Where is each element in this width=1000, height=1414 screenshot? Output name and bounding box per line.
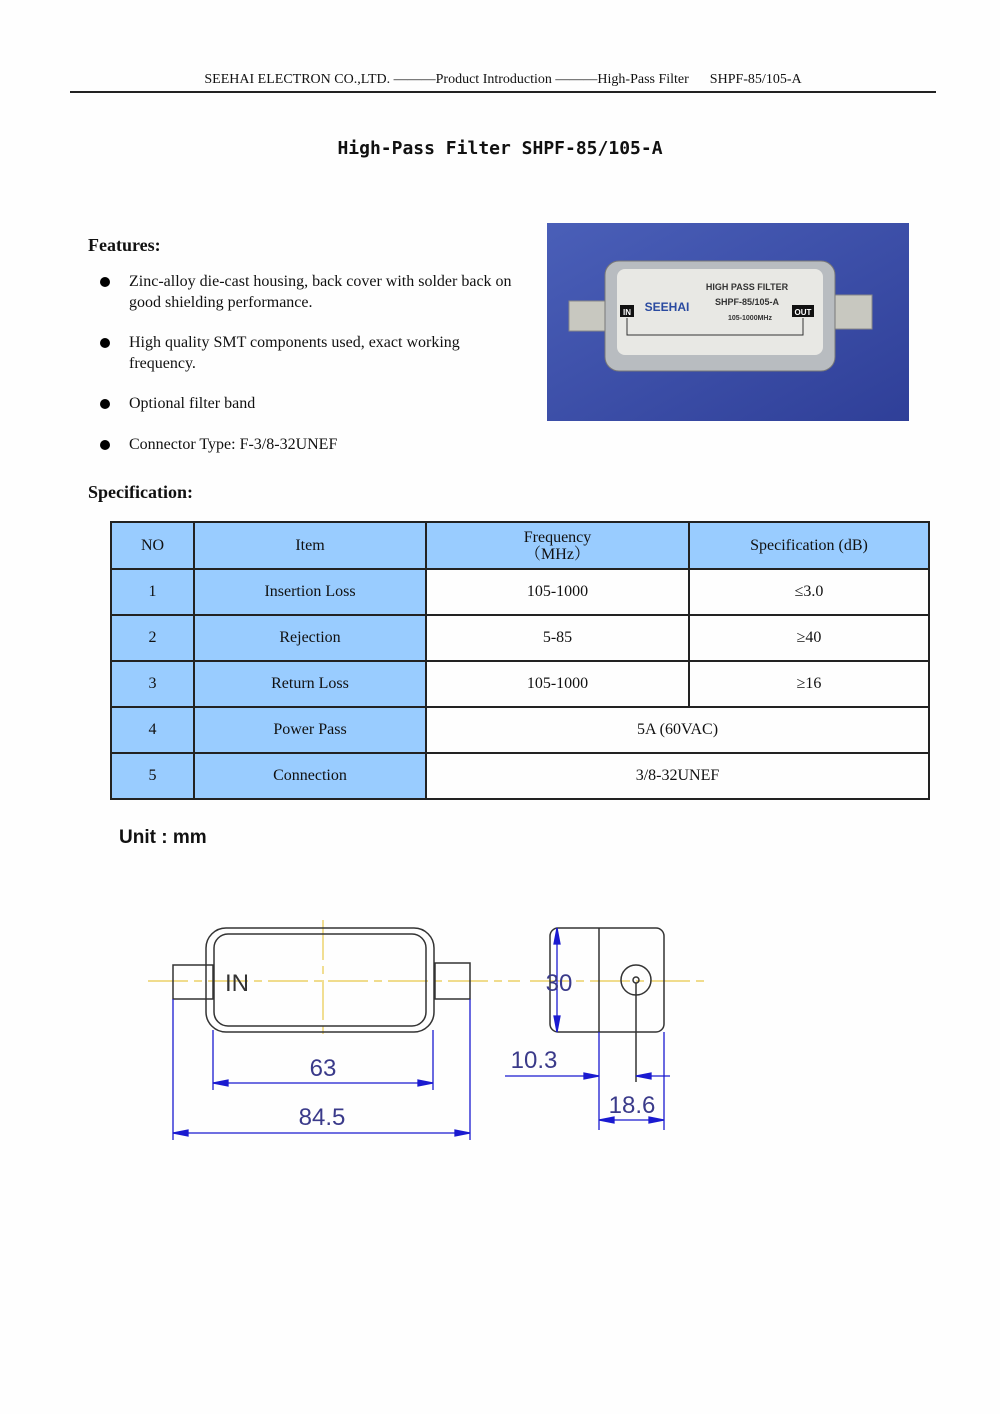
- bullet-icon: [100, 440, 110, 450]
- unit-label: Unit : mm: [119, 827, 207, 848]
- bullet-icon: [100, 338, 110, 348]
- bullet-icon: [100, 277, 110, 287]
- spec-table: [110, 521, 930, 800]
- page-header: SEEHAI ELECTRON CO.,LTD. ———Product Introduction ———High-Pass Filter SHPF-85/105-A: [70, 72, 936, 93]
- table-row: 1 Insertion Loss 105-1000 ≤3.0: [111, 569, 929, 615]
- feature-item: Zinc-alloy die-cast housing, back cover with solder back on good shielding performance.: [100, 271, 540, 313]
- photo-in: IN: [623, 308, 631, 317]
- photo-label: HIGH PASS FILTER: [705, 282, 789, 292]
- features-heading: Features:: [88, 235, 161, 255]
- bullet-icon: [100, 399, 110, 409]
- dim-30: 30: [545, 970, 573, 997]
- page-title: High-Pass Filter SHPF-85/105-A: [337, 138, 663, 159]
- photo-out: OUT: [794, 308, 812, 317]
- photo-model: SHPF-85/105-A: [714, 297, 780, 307]
- photo-band: 105-1000MHz: [728, 315, 772, 322]
- drawing-in-label: IN: [225, 970, 249, 997]
- photo-brand: SEEHAI: [644, 300, 690, 314]
- spec-heading: Specification:: [88, 482, 193, 502]
- dim-84-5: 84.5: [298, 1104, 346, 1131]
- table-row: 4 Power Pass 5A (60VAC): [111, 707, 929, 753]
- dimension-drawing: [0, 900, 1000, 1160]
- dim-63: 63: [309, 1055, 337, 1082]
- feature-item: High quality SMT components used, exact working frequency.: [100, 332, 520, 374]
- table-row: 3 Return Loss 105-1000 ≥16: [111, 661, 929, 707]
- table-header-row: NO Item Frequency （MHz） Specification (dB): [111, 522, 929, 569]
- table-row: 2 Rejection 5-85 ≥40: [111, 615, 929, 661]
- feature-item: Connector Type: F-3/8-32UNEF: [100, 434, 540, 455]
- feature-item: Optional filter band: [100, 393, 540, 414]
- product-photo: [547, 223, 909, 421]
- dim-18-6: 18.6: [608, 1092, 656, 1119]
- dim-10-3: 10.3: [510, 1047, 558, 1074]
- table-row: 5 Connection 3/8-32UNEF: [111, 753, 929, 799]
